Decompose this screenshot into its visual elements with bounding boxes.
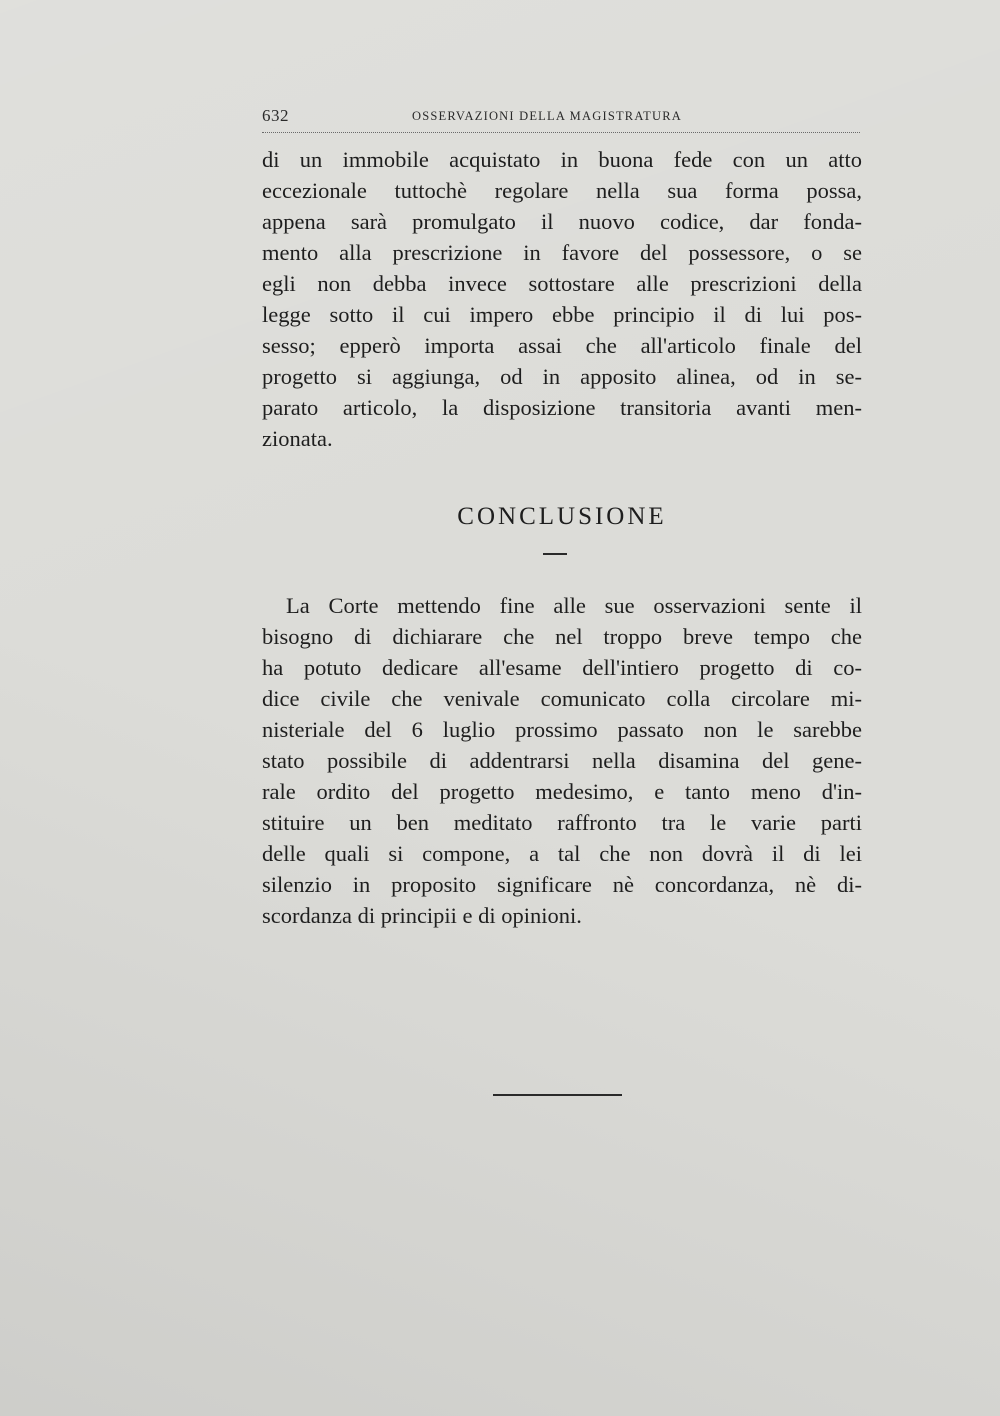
text-line: mento alla prescrizione in favore del possessore, o se — [262, 240, 862, 265]
text-line: legge sotto il cui impero ebbe principio il di lui pos- — [262, 302, 862, 327]
text-line: eccezionale tuttochè regolare nella sua forma possa, — [262, 178, 862, 203]
text-line: stato possibile di addentrarsi nella disamina del gene- — [262, 748, 862, 773]
running-header-title: OSSERVAZIONI DELLA MAGISTRATURA — [412, 109, 683, 123]
text-line: progetto si aggiunga, od in apposito alinea, od in se- — [262, 364, 862, 389]
continuation-paragraph — [262, 144, 862, 454]
heading-dash-divider — [543, 553, 567, 555]
header-dotted-rule — [262, 132, 860, 133]
conclusion-paragraph — [262, 590, 862, 931]
text-line: sesso; epperò importa assai che all'articolo finale del — [262, 333, 862, 358]
page-number: 632 — [262, 106, 289, 125]
text-line: scordanza di principii e di opinioni. — [262, 903, 582, 928]
text-line: appena sarà promulgato il nuovo codice, dar fonda- — [262, 209, 862, 234]
text-line: nisteriale del 6 luglio prossimo passato non le sarebbe — [262, 717, 862, 742]
section-heading: CONCLUSIONE — [457, 503, 667, 530]
end-rule-divider — [493, 1094, 622, 1096]
text-line: bisogno di dichiarare che nel troppo breve tempo che — [262, 624, 862, 649]
text-line: dice civile che venivale comunicato colla circolare mi- — [262, 686, 862, 711]
running-header — [262, 106, 860, 132]
text-line: silenzio in proposito significare nè concordanza, nè di- — [262, 872, 862, 897]
text-line: rale ordito del progetto medesimo, e tanto meno d'in- — [262, 779, 862, 804]
text-line: delle quali si compone, a tal che non dovrà il di lei — [262, 841, 862, 866]
text-line: parato articolo, la disposizione transitoria avanti men- — [262, 395, 862, 420]
text-line: La Corte mettendo fine alle sue osservazioni sente il — [286, 593, 862, 618]
text-line: ha potuto dedicare all'esame dell'intiero progetto di co- — [262, 655, 862, 680]
text-line: di un immobile acquistato in buona fede con un atto — [262, 147, 862, 172]
text-line: stituire un ben meditato raffronto tra le varie parti — [262, 810, 862, 835]
text-line: zionata. — [262, 426, 333, 451]
text-line: egli non debba invece sottostare alle prescrizioni della — [262, 271, 862, 296]
